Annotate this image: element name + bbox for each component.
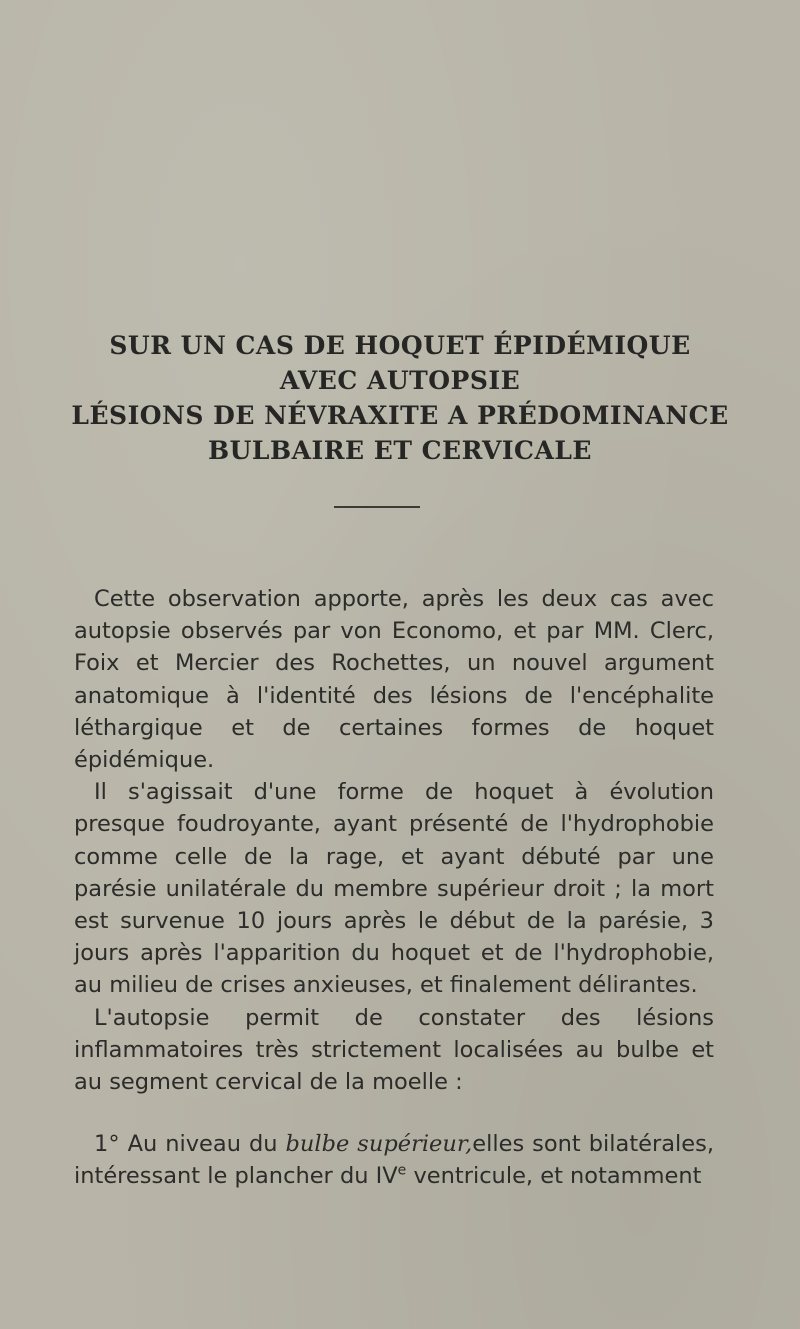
title-line-3: LÉSIONS DE NÉVRAXITE A PRÉDOMINANCE xyxy=(71,401,729,430)
title-line-4: BULBAIRE ET CERVICALE xyxy=(208,436,592,465)
list-number: 1° xyxy=(94,1131,120,1158)
title-divider xyxy=(334,506,420,508)
chapter-title xyxy=(40,328,760,468)
body-text xyxy=(74,583,714,1193)
paragraph-case-description: Il s'agissait d'une forme de hoquet à évolution presque foudroyante, ayant présenté de l'hydrophobie comme celle de la rage, et ayant débuté par une parésie unilatérale du membre supérieur droit ; la mort est survenue 10 jours après le début de la parésie, 3 jours après l'apparition du hoquet et de l'hydrophobie, au milieu de crises anxieuses, et finalement délirantes. xyxy=(74,779,714,999)
superscript-e: e xyxy=(397,1162,407,1179)
paragraph-bulbe-italic: bulbe supérieur, xyxy=(285,1131,473,1158)
paragraph-autopsy: L'autopsie permit de constater des lésions inflammatoires très strictement localisées au bulbe et au segment cervical de la moelle : xyxy=(74,1004,714,1096)
paragraph-bulbe-mid: elles sont bilatérales, intéressant le plancher du IV xyxy=(74,1131,714,1190)
title-line-2: AVEC AUTOPSIE xyxy=(279,366,521,395)
paragraph-bulbe-prefix: Au niveau du xyxy=(119,1131,286,1158)
title-line-1: SUR UN CAS DE HOQUET ÉPIDÉMIQUE xyxy=(109,331,691,360)
paragraph-observation: Cette observation apporte, après les deux cas avec autopsie observés par von Economo, et par MM. Clerc, Foix et Mercier des Rochettes, un nouvel argument anatomique à l'identité des lésions de l'encéphalite léthargique et de certaines formes de hoquet épidémique. xyxy=(74,586,714,774)
paragraph-bulbe-suffix: ventricule, et notamment xyxy=(406,1163,702,1190)
paragraph-bulbe-level xyxy=(74,1128,714,1192)
